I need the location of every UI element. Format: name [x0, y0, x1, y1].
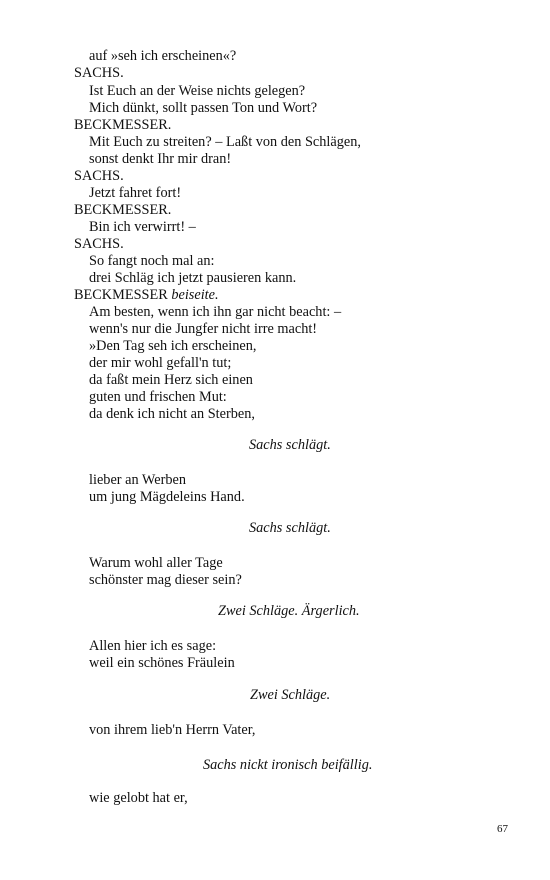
speaker-name: BECKMESSER.	[74, 202, 172, 218]
speaker-with-direction	[74, 287, 219, 304]
verse-line: auf »seh ich erscheinen«?	[89, 48, 237, 64]
stage-direction: Zwei Schläge.	[250, 687, 331, 703]
verse-line: Ist Euch an der Weise nichts gelegen?	[89, 83, 306, 99]
verse-line: schönster mag dieser sein?	[89, 572, 242, 588]
verse-line: da faßt mein Herz sich einen	[89, 372, 253, 388]
verse-line: Am besten, wenn ich ihn gar nicht beacht: –	[89, 304, 342, 320]
speaker-name: SACHS.	[74, 168, 124, 184]
verse-line: um jung Mägdeleins Hand.	[89, 489, 245, 505]
stage-direction: Sachs nickt ironisch beifällig.	[203, 757, 373, 773]
verse-line: wie gelobt hat er,	[89, 790, 188, 806]
speaker-name: SACHS.	[74, 236, 124, 252]
verse-line: sonst denkt Ihr mir dran!	[89, 151, 232, 167]
verse-line: »Den Tag seh ich erscheinen,	[89, 338, 257, 354]
stage-direction: Sachs schlägt.	[249, 437, 331, 453]
stage-direction: Zwei Schläge. Ärgerlich.	[218, 603, 360, 619]
verse-line: lieber an Werben	[89, 472, 187, 488]
speaker-name: BECKMESSER.	[74, 117, 172, 133]
verse-line: Warum wohl aller Tage	[89, 555, 223, 571]
verse-line: wenn's nur die Jungfer nicht irre macht!	[89, 321, 318, 337]
verse-line: von ihrem lieb'n Herrn Vater,	[89, 722, 256, 738]
verse-line: da denk ich nicht an Sterben,	[89, 406, 255, 422]
verse-line: der mir wohl gefall'n tut;	[89, 355, 232, 371]
verse-line: Bin ich verwirrt! –	[89, 219, 196, 235]
verse-line: weil ein schönes Fräulein	[89, 655, 235, 671]
verse-line: Mit Euch zu streiten? – Laßt von den Schlägen,	[89, 134, 361, 150]
verse-line: So fangt noch mal an:	[89, 253, 215, 269]
stage-direction: Sachs schlägt.	[249, 520, 331, 536]
verse-line: drei Schläg ich jetzt pausieren kann.	[89, 270, 297, 286]
verse-line: Mich dünkt, sollt passen Ton und Wort?	[89, 100, 318, 116]
verse-line: guten und frischen Mut:	[89, 389, 227, 405]
verse-line: Jetzt fahret fort!	[89, 185, 182, 201]
verse-line: Allen hier ich es sage:	[89, 638, 217, 654]
speaker-name: SACHS.	[74, 65, 124, 81]
stage-direction-inline: beiseite.	[171, 287, 219, 303]
speaker-name: BECKMESSER	[74, 287, 168, 303]
page-number: 67	[497, 823, 508, 835]
